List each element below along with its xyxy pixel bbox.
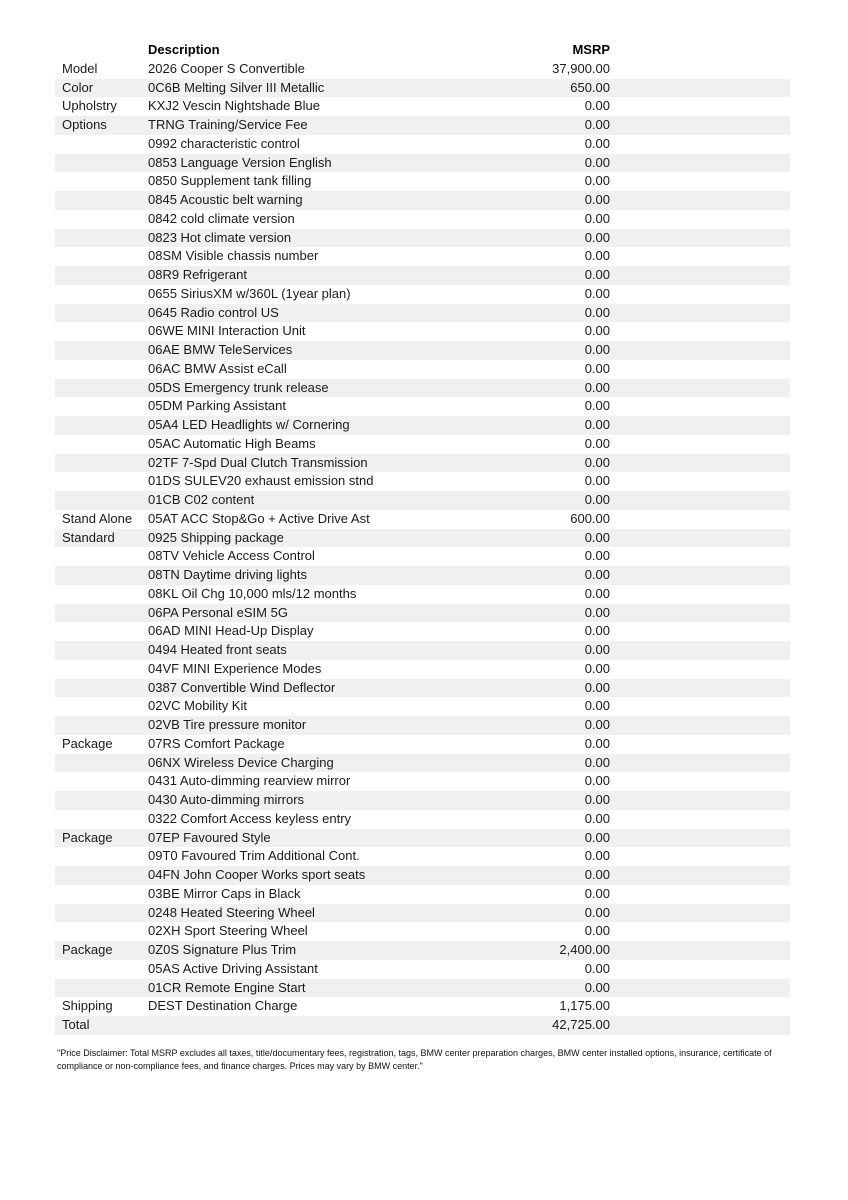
row-msrp: 0.00 — [584, 717, 610, 732]
row-category: Package — [62, 829, 113, 845]
row-category: Package — [62, 942, 113, 957]
table-row — [55, 566, 790, 585]
table-row — [55, 191, 790, 210]
table-row — [55, 79, 790, 98]
row-description: 0C6B Melting Silver III Metallic — [148, 79, 325, 95]
row-description: 0431 Auto-dimming rearview mirror — [148, 773, 351, 789]
table-row — [55, 60, 790, 79]
row-category: Color — [62, 79, 94, 95]
row-description: 0494 Heated front seats — [148, 642, 287, 657]
table-row — [55, 641, 790, 660]
table-row — [55, 97, 790, 116]
table-row — [55, 285, 790, 304]
row-category: Model — [62, 60, 98, 76]
row-msrp: 0.00 — [584, 679, 610, 695]
row-description: 08R9 Refrigerant — [148, 267, 247, 282]
table-row — [55, 735, 790, 754]
table-row — [55, 979, 790, 998]
row-description: 06NX Wireless Device Charging — [148, 754, 334, 770]
table-row — [55, 604, 790, 623]
row-category: Shipping — [62, 998, 113, 1014]
row-msrp: 42,725.00 — [552, 1017, 610, 1032]
table-row — [55, 379, 790, 398]
table-row — [55, 172, 790, 191]
row-category: Options — [62, 117, 107, 132]
row-description: 07RS Comfort Package — [148, 735, 285, 751]
row-msrp: 0.00 — [584, 604, 610, 620]
row-description: 0850 Supplement tank filling — [148, 173, 312, 189]
table-row — [55, 547, 790, 566]
row-msrp: 650.00 — [570, 79, 610, 95]
row-msrp: 0.00 — [584, 417, 610, 432]
table-row — [55, 397, 790, 416]
row-description: 08TV Vehicle Access Control — [148, 548, 315, 564]
row-msrp: 0.00 — [584, 492, 610, 507]
table-row — [55, 341, 790, 360]
row-msrp: 0.00 — [584, 885, 610, 901]
row-description: 0322 Comfort Access keyless entry — [148, 810, 352, 826]
row-description: 08SM Visible chassis number — [148, 248, 319, 264]
row-description: 02XH Sport Steering Wheel — [148, 923, 308, 939]
row-msrp: 0.00 — [584, 454, 610, 470]
row-category: Total — [62, 1017, 90, 1032]
row-category: Stand Alone — [62, 510, 133, 526]
row-description: 05DS Emergency trunk release — [148, 379, 329, 395]
table-row — [55, 266, 790, 285]
row-description: TRNG Training/Service Fee — [148, 117, 308, 132]
row-msrp: 600.00 — [570, 510, 610, 526]
row-msrp: 0.00 — [584, 229, 610, 245]
row-msrp: 0.00 — [584, 323, 610, 339]
row-description: 01CR Remote Engine Start — [148, 979, 306, 995]
table-header-row — [55, 41, 790, 60]
table-row — [55, 772, 790, 791]
table-row — [55, 697, 790, 716]
row-msrp: 0.00 — [584, 567, 610, 582]
table-row — [55, 716, 790, 735]
table-row — [55, 229, 790, 248]
row-msrp: 0.00 — [584, 135, 610, 151]
row-msrp: 0.00 — [584, 623, 610, 639]
row-msrp: 0.00 — [584, 585, 610, 601]
row-msrp: 2,400.00 — [559, 942, 610, 957]
row-description: 06AE BMW TeleServices — [148, 342, 293, 357]
row-msrp: 0.00 — [584, 829, 610, 845]
table-row — [55, 679, 790, 698]
row-description: 08KL Oil Chg 10,000 mls/12 months — [148, 585, 357, 601]
table-row — [55, 360, 790, 379]
row-msrp: 0.00 — [584, 698, 610, 714]
row-description: 0387 Convertible Wind Deflector — [148, 679, 336, 695]
row-msrp: 0.00 — [584, 398, 610, 414]
row-msrp: 0.00 — [584, 867, 610, 882]
row-msrp: 0.00 — [584, 154, 610, 170]
table-row — [55, 885, 790, 904]
row-description: 0645 Radio control US — [148, 304, 279, 320]
row-description: 0992 characteristic control — [148, 135, 300, 151]
row-description: 2026 Cooper S Convertible — [148, 60, 305, 76]
description-column-header: Description — [148, 42, 220, 57]
table-row — [55, 847, 790, 866]
row-description: 05DM Parking Assistant — [148, 398, 287, 414]
row-category: Standard — [62, 529, 115, 545]
row-description: 02TF 7-Spd Dual Clutch Transmission — [148, 454, 368, 470]
row-description: KXJ2 Vescin Nightshade Blue — [148, 98, 320, 114]
table-row — [55, 941, 790, 960]
table-row — [55, 960, 790, 979]
table-body — [55, 60, 790, 1035]
row-description: 06PA Personal eSIM 5G — [148, 604, 288, 620]
row-description: 0Z0S Signature Plus Trim — [148, 942, 297, 957]
table-row — [55, 660, 790, 679]
row-msrp: 0.00 — [584, 192, 610, 207]
table-row — [55, 454, 790, 473]
table-row — [55, 304, 790, 323]
row-msrp: 0.00 — [584, 735, 610, 751]
table-row — [55, 210, 790, 229]
table-row — [55, 416, 790, 435]
row-description: 02VB Tire pressure monitor — [148, 717, 307, 732]
row-msrp: 0.00 — [584, 98, 610, 114]
row-description: 07EP Favoured Style — [148, 829, 271, 845]
table-row — [55, 510, 790, 529]
row-msrp: 1,175.00 — [559, 998, 610, 1014]
table-row — [55, 904, 790, 923]
row-msrp: 0.00 — [584, 848, 610, 864]
row-description: 04VF MINI Experience Modes — [148, 660, 322, 676]
row-msrp: 0.00 — [584, 304, 610, 320]
row-msrp: 0.00 — [584, 548, 610, 564]
row-msrp: 0.00 — [584, 660, 610, 676]
row-msrp: 0.00 — [584, 342, 610, 357]
row-description: 0925 Shipping package — [148, 529, 284, 545]
row-msrp: 0.00 — [584, 923, 610, 939]
table-row — [55, 529, 790, 548]
row-msrp: 0.00 — [584, 904, 610, 920]
row-msrp: 0.00 — [584, 173, 610, 189]
table-row — [55, 247, 790, 266]
table-row — [55, 154, 790, 173]
price-disclaimer: "Price Disclaimer: Total MSRP excludes all taxes, title/documentary fees, registration, tags, BMW center preparation charges, BMW center installed options, insurance, certificate of compliance or non-compliance fees, and finance charges. Prices may vary by BMW center." — [57, 1048, 772, 1071]
table-row — [55, 754, 790, 773]
table-row — [55, 472, 790, 491]
row-msrp: 0.00 — [584, 285, 610, 301]
row-description: 09T0 Favoured Trim Additional Cont. — [148, 848, 360, 864]
row-description: 0655 SiriusXM w/360L (1year plan) — [148, 285, 351, 301]
row-category: Upholstry — [62, 98, 117, 114]
table-row — [55, 491, 790, 510]
row-description: 01CB C02 content — [148, 492, 255, 507]
table-row — [55, 585, 790, 604]
row-description: 06AC BMW Assist eCall — [148, 360, 287, 376]
row-msrp: 0.00 — [584, 267, 610, 282]
table-row — [55, 135, 790, 154]
table-row — [55, 622, 790, 641]
row-description: 0430 Auto-dimming mirrors — [148, 792, 305, 807]
row-msrp: 0.00 — [584, 792, 610, 807]
table-row — [55, 922, 790, 941]
row-description: 05AT ACC Stop&Go + Active Drive Ast — [148, 510, 370, 526]
row-description: DEST Destination Charge — [148, 998, 298, 1014]
row-msrp: 0.00 — [584, 773, 610, 789]
row-msrp: 0.00 — [584, 360, 610, 376]
row-msrp: 0.00 — [584, 529, 610, 545]
row-description: 0842 cold climate version — [148, 210, 295, 226]
row-description: 05A4 LED Headlights w/ Cornering — [148, 417, 350, 432]
table-row — [55, 1016, 790, 1035]
row-msrp: 0.00 — [584, 248, 610, 264]
row-description: 06WE MINI Interaction Unit — [148, 323, 306, 339]
row-msrp: 0.00 — [584, 473, 610, 489]
table-row — [55, 435, 790, 454]
row-description: 05AC Automatic High Beams — [148, 435, 316, 451]
row-msrp: 0.00 — [584, 210, 610, 226]
row-msrp: 0.00 — [584, 435, 610, 451]
row-msrp: 37,900.00 — [552, 60, 610, 76]
row-description: 01DS SULEV20 exhaust emission stnd — [148, 473, 374, 489]
table-row — [55, 829, 790, 848]
msrp-column-header: MSRP — [572, 42, 610, 57]
row-msrp: 0.00 — [584, 979, 610, 995]
row-msrp: 0.00 — [584, 642, 610, 657]
row-category: Package — [62, 735, 113, 751]
row-description: 03BE Mirror Caps in Black — [148, 885, 301, 901]
table-row — [55, 322, 790, 341]
row-description: 04FN John Cooper Works sport seats — [148, 867, 366, 882]
table-row — [55, 866, 790, 885]
table-row — [55, 116, 790, 135]
row-description: 08TN Daytime driving lights — [148, 567, 307, 582]
table-row — [55, 810, 790, 829]
row-description: 0853 Language Version English — [148, 154, 332, 170]
row-description: 0845 Acoustic belt warning — [148, 192, 303, 207]
row-description: 0823 Hot climate version — [148, 229, 292, 245]
row-description: 02VC Mobility Kit — [148, 698, 247, 714]
row-msrp: 0.00 — [584, 810, 610, 826]
row-msrp: 0.00 — [584, 754, 610, 770]
pricing-table — [55, 41, 790, 1035]
row-description: 05AS Active Driving Assistant — [148, 960, 318, 976]
row-description: 06AD MINI Head-Up Display — [148, 623, 314, 639]
table-row — [55, 997, 790, 1016]
row-description: 0248 Heated Steering Wheel — [148, 904, 315, 920]
row-msrp: 0.00 — [584, 960, 610, 976]
row-msrp: 0.00 — [584, 379, 610, 395]
row-msrp: 0.00 — [584, 117, 610, 132]
table-row — [55, 791, 790, 810]
